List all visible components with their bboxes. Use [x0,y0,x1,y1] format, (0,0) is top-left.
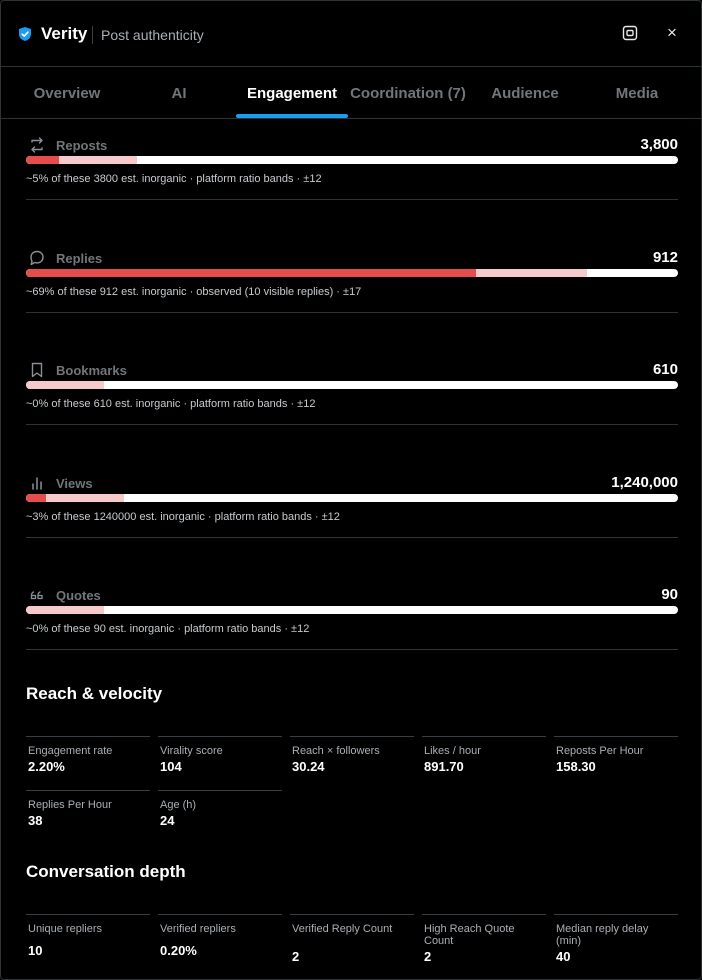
stat-high-reach-quote-count [422,914,546,974]
metric-note: ~0% of these 90 est. inorganic · platform ratio bands · ±12 [26,623,310,635]
metric-label: Quotes [56,588,101,603]
inorganic-bar [26,381,678,389]
stat-value: 0.20% [160,943,197,958]
inorganic-bar [26,494,678,502]
stat-value: 2 [292,949,300,964]
uncertainty-band [26,606,104,614]
stat-label: Replies Per Hour [28,799,112,811]
tab-audience[interactable]: Audience [491,84,559,102]
stat-likes-hour [422,736,546,788]
stat-label: Verified repliers [160,923,236,935]
repost-icon [28,136,46,154]
stat-verified-repliers [158,914,282,974]
close-button[interactable]: × [667,23,677,42]
inorganic-fill [26,156,59,164]
stat-label: Reach × followers [292,745,380,757]
metric-note: ~5% of these 3800 est. inorganic · platform ratio bands · ±12 [26,173,322,185]
tab-engagement[interactable]: Engagement [246,84,337,102]
stat-value: 40 [556,949,571,964]
stat-reach-followers [290,736,414,788]
stat-value: 24 [160,813,175,828]
stat-value: 30.24 [292,759,325,774]
expand-button[interactable] [620,23,640,43]
metric-value: 610 [652,361,678,378]
stat-label: Unique repliers [28,923,102,935]
stat-replies-per-hour [26,790,150,842]
stat-value: 158.30 [556,759,596,774]
stat-value: 891.70 [424,759,464,774]
stat-value: 104 [160,759,182,774]
metric-value: 912 [652,249,678,266]
stat-unique-repliers [26,914,150,974]
tab-bar [1,68,701,119]
stat-label: Reposts Per Hour [556,745,644,757]
inorganic-bar [26,269,678,277]
stat-label: Virality score [160,745,223,757]
stat-verified-reply-count [290,914,414,974]
stat-value: 38 [28,813,43,828]
stat-label: Verified Reply Count [292,923,393,935]
divider [26,537,678,538]
tab-ai[interactable]: AI [171,84,187,102]
metric-label: Replies [56,251,103,266]
stat-label: Engagement rate [28,745,113,757]
divider [26,199,678,200]
stat-label: Age (h) [160,799,197,811]
metric-label: Views [56,476,93,491]
divider [26,649,678,650]
panel-header [1,1,701,67]
inorganic-bar [26,156,678,164]
inorganic-fill [26,269,476,277]
metric-note: ~0% of these 610 est. inorganic · platform ratio bands · ±12 [26,398,316,410]
shield-check-icon [17,26,33,42]
reply-icon [28,249,46,267]
uncertainty-band [26,381,104,389]
expand-icon [622,25,638,41]
tab-overview[interactable]: Overview [33,84,101,102]
stat-value: 2 [424,949,432,964]
panel-subtitle: Post authenticity [101,27,204,43]
stat-reposts-per-hour [554,736,678,788]
brand-separator [92,26,93,44]
metric-note: ~3% of these 1240000 est. inorganic · platform ratio bands · ±12 [26,511,340,523]
tab-coordination[interactable]: Coordination (7) [350,84,466,102]
stat-virality-score [158,736,282,788]
stat-age [158,790,282,842]
metric-label: Bookmarks [56,363,127,378]
metric-value: 1,240,000 [611,474,678,491]
active-tab-indicator [236,114,348,118]
inorganic-fill [26,494,46,502]
stat-label: High Reach Quote Count [424,923,515,947]
tab-media[interactable]: Media [615,84,659,102]
metric-note: ~69% of these 912 est. inorganic · observed (10 visible replies) · ±17 [26,286,362,298]
quote-icon [28,586,46,604]
brand-name: Verity [41,24,88,43]
inorganic-bar [26,606,678,614]
divider [26,424,678,425]
stat-median-reply-delay [554,914,678,974]
stat-value: 2.20% [28,759,65,774]
stat-engagement-rate [26,736,150,788]
metric-value: 3,800 [640,136,678,153]
stat-label: Likes / hour [424,745,481,757]
section-title-reach: Reach & velocity [26,684,163,703]
stat-value: 10 [28,943,43,958]
section-title-conversation: Conversation depth [26,862,186,881]
metric-value: 90 [661,586,678,603]
bookmark-icon [28,361,46,379]
metric-label: Reposts [56,138,108,153]
views-icon [28,474,46,492]
stat-label: Median reply delay (min) [556,923,649,947]
divider [26,312,678,313]
